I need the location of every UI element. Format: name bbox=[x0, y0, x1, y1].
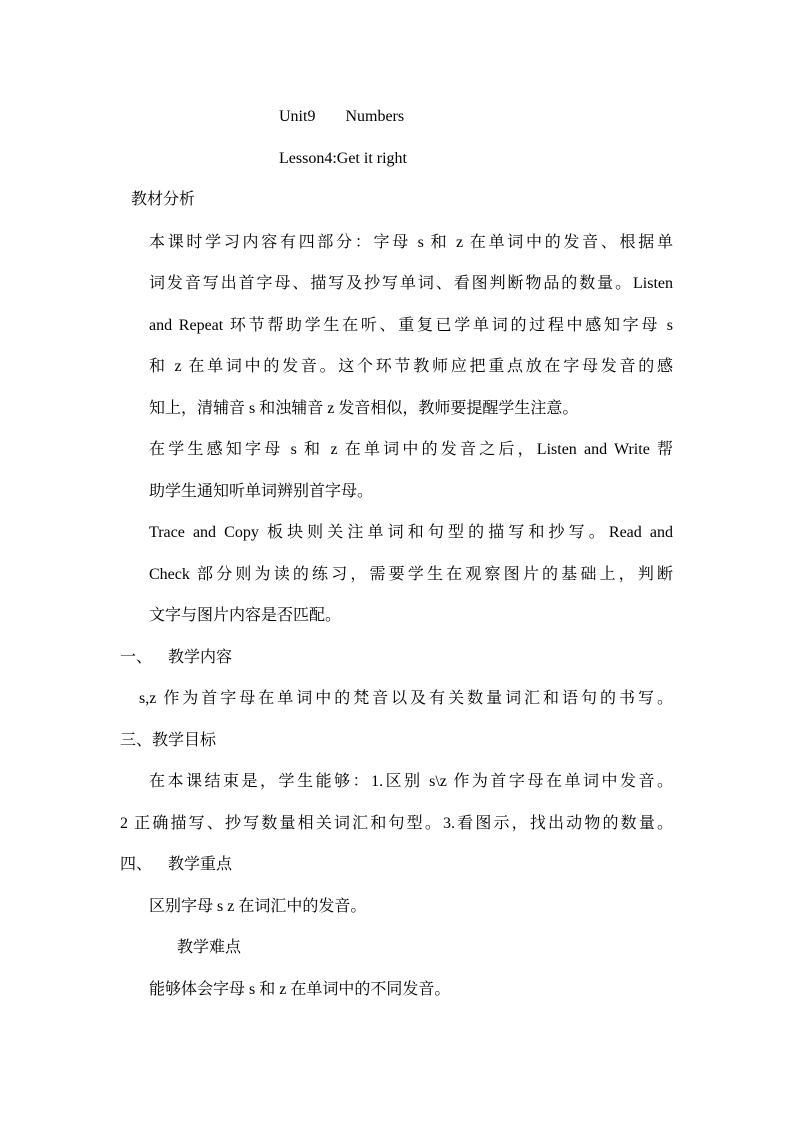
content-heading: 一、 教学内容 bbox=[120, 649, 233, 666]
content-text: s,z 作为首字母在单词中的梵音以及有关数量词汇和语句的书写。 bbox=[139, 690, 673, 707]
analysis-para2-line2: 助学生通知听单词辨别首字母。 bbox=[149, 483, 374, 500]
difficulty-text: 能够体会字母 s 和 z 在单词中的不同发音。 bbox=[149, 981, 451, 998]
unit-number: Unit9 bbox=[279, 108, 316, 125]
unit-title bbox=[279, 107, 404, 127]
analysis-para1-line5: 知上，清辅音 s 和浊辅音 z 发音相似，教师要提醒学生注意。 bbox=[149, 400, 579, 417]
key-text: 区别字母 s z 在词汇中的发音。 bbox=[149, 898, 367, 915]
goals-line2: 2 正确描写、抄写数量相关词汇和句型。3.看图示，找出动物的数量。 bbox=[120, 815, 673, 832]
key-heading: 四、 教学重点 bbox=[120, 856, 233, 873]
unit-topic: Numbers bbox=[345, 108, 405, 125]
analysis-para1-line2: 词发音写出首字母、描写及抄写单词、看图判断物品的数量。Listen bbox=[149, 275, 673, 292]
analysis-para3-line1: Trace and Copy 板块则关注单词和句型的描写和抄写。Read and bbox=[149, 524, 673, 541]
analysis-para2-line1: 在学生感知字母 s 和 z 在单词中的发音之后，Listen and Write 帮 bbox=[149, 441, 673, 458]
analysis-para3-line2: Check 部分则为读的练习，需要学生在观察图片的基础上，判断 bbox=[149, 566, 673, 583]
analysis-para3-line3: 文字与图片内容是否匹配。 bbox=[149, 607, 342, 624]
analysis-para1-line3: and Repeat 环节帮助学生在听、重复已学单词的过程中感知字母 s bbox=[149, 317, 673, 334]
goals-heading: 三、教学目标 bbox=[120, 732, 217, 749]
analysis-para1-line4: 和 z 在单词中的发音。这个环节教师应把重点放在字母发音的感 bbox=[149, 358, 673, 375]
lesson-title: Lesson4:Get it right bbox=[279, 150, 407, 167]
analysis-para1-line1: 本课时学习内容有四部分：字母 s 和 z 在单词中的发音、根据单 bbox=[149, 234, 673, 251]
difficulty-heading: 教学难点 bbox=[177, 939, 242, 956]
analysis-heading: 教材分析 bbox=[131, 191, 196, 208]
goals-line1: 在本课结束是，学生能够：1.区别 s\z 作为首字母在单词中发音。 bbox=[149, 773, 673, 790]
